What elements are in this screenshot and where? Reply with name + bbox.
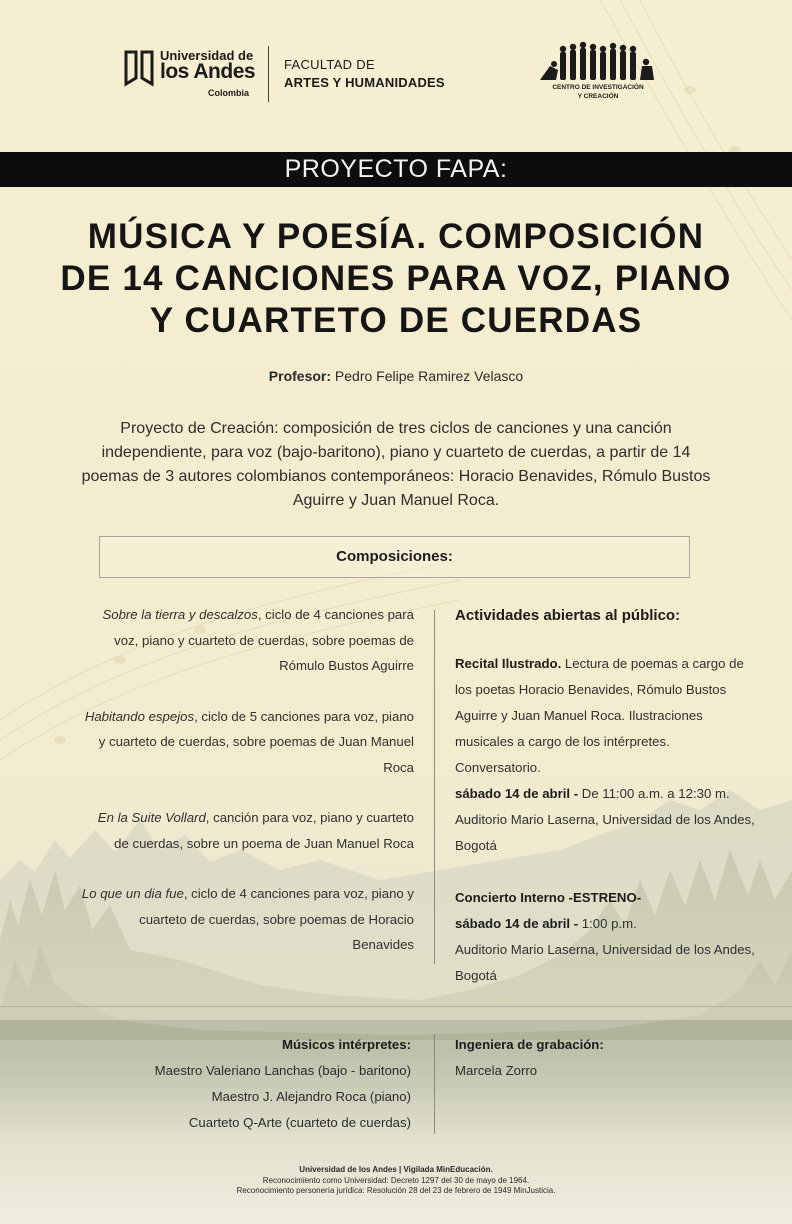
concert-schedule xyxy=(455,911,755,937)
centro-line2: Y CREACIÓN xyxy=(577,93,619,100)
recital-label: Recital Ilustrado. xyxy=(455,656,562,671)
university-name-line1: Universidad de xyxy=(160,48,254,63)
musicians-heading: Músicos intérpretes: xyxy=(282,1037,411,1052)
faculty-line2: ARTES Y HUMANIDADES xyxy=(284,75,445,90)
section-divider xyxy=(0,1006,792,1007)
recital-place: Auditorio Mario Laserna, Universidad de los Andes, Bogotá xyxy=(455,812,755,853)
list-item: Cuarteto Q-Arte (cuarteto de cuerdas) xyxy=(188,1115,411,1130)
university-crest-icon xyxy=(122,48,156,88)
recital-date: sábado 14 de abril - xyxy=(455,786,579,801)
list-item xyxy=(80,805,414,856)
header-divider xyxy=(268,46,269,102)
recital-text: Lectura de poemas a cargo de los poetas Horacio Benavides, Rómulo Bustos Aguirre y Juan Manuel Roca. Ilustraciones musicales a cargo de los intérpretes. Conversatorio. xyxy=(455,656,744,775)
recital-description xyxy=(455,651,755,781)
title-line: Y CUARTETO DE CUERDAS xyxy=(149,301,643,340)
project-banner xyxy=(0,152,792,187)
composition-title: Sobre la tierra y descalzos xyxy=(102,607,258,622)
professor-label: Profesor: xyxy=(268,368,332,384)
musicians-section xyxy=(100,1032,411,1136)
compositions-heading: Composiciones: xyxy=(336,548,453,565)
composition-title: Habitando espejos xyxy=(84,708,195,724)
concert-time: 1:00 p.m. xyxy=(578,916,637,931)
concert-label: Concierto Interno -ESTRENO- xyxy=(455,890,642,905)
composition-text: , canción para voz, piano y cuarteto de cuerdas, sobre un poema de Juan Manuel Roca xyxy=(114,810,414,851)
footer-line: Reconocimiento como Universidad: Decreto 1297 del 30 de mayo de 1964. xyxy=(262,1175,530,1185)
page-title xyxy=(20,216,772,342)
engineer-heading: Ingeniera de grabación: xyxy=(455,1037,604,1052)
column-divider xyxy=(434,610,435,964)
compositions-heading-box xyxy=(99,536,690,578)
engineer-section xyxy=(455,1032,755,1084)
list-item: Maestro Valeriano Lanchas (bajo - baritono) xyxy=(154,1063,411,1078)
title-line: MÚSICA Y POESÍA. COMPOSICIÓN xyxy=(87,217,705,256)
footer-line: Universidad de los Andes | Vigilada MinEducación. xyxy=(299,1165,493,1174)
concert-date: sábado 14 de abril - xyxy=(455,916,579,931)
list-item: Maestro J. Alejandro Roca (piano) xyxy=(211,1089,411,1104)
compositions-list xyxy=(80,602,414,983)
professor-name: Pedro Felipe Ramirez Velasco xyxy=(334,368,524,384)
recital-schedule xyxy=(455,781,755,807)
composition-title: Lo que un dia fue xyxy=(81,886,184,901)
spacer xyxy=(455,859,755,885)
list-item xyxy=(80,881,414,958)
banner-text: PROYECTO FAPA: xyxy=(284,155,508,183)
concert-place: Auditorio Mario Laserna, Universidad de los Andes, Bogotá xyxy=(455,942,755,983)
composition-title: En la Suite Vollard xyxy=(97,810,206,825)
centro-line1: CENTRO DE INVESTIGACIÓN xyxy=(552,84,644,91)
musicians-silhouette-icon xyxy=(538,40,658,84)
faculty-line1: FACULTAD DE xyxy=(284,57,375,72)
project-description: Proyecto de Creación: composición de tres ciclos de canciones y una canción independiente, para voz (bajo-baritono), piano y cuarteto de cuerdas, a partir de 14 poemas de 3 autores colombianos contemporáneos: Horacio Benavides, Rómulo Bustos Aguirre y Juan Manuel Roca. xyxy=(81,420,711,509)
concert-label-line xyxy=(455,885,755,911)
list-item xyxy=(80,602,414,679)
composition-text: , ciclo de 4 canciones para voz, piano y cuarteto de cuerdas, sobre poemas de Horacio Benavides xyxy=(139,886,414,952)
footer xyxy=(0,1165,792,1197)
university-country: Colombia xyxy=(208,88,250,98)
composition-text: , ciclo de 5 canciones para voz, piano y cuarteto de cuerdas, sobre poemas de Juan Manuel Roca xyxy=(98,708,414,775)
recital-time: De 11:00 a.m. a 12:30 m. xyxy=(578,786,730,801)
list-item xyxy=(80,704,414,781)
composition-text: , ciclo de 4 canciones para voz, piano y cuarteto de cuerdas, sobre poemas de Rómulo Bustos Aguirre xyxy=(114,607,414,673)
activities-section xyxy=(455,602,755,989)
column-divider xyxy=(434,1034,435,1134)
title-line: DE 14 CANCIONES PARA VOZ, PIANO xyxy=(60,259,732,298)
professor-line xyxy=(0,368,792,384)
footer-line: Reconocimiento personería jurídica: Resolución 28 del 23 de febrero de 1949 MinJusticia. xyxy=(236,1186,556,1195)
engineer-name: Marcela Zorro xyxy=(455,1063,538,1078)
university-name-line2: los Andes xyxy=(160,60,256,83)
activities-heading: Actividades abiertas al público: xyxy=(455,607,681,624)
